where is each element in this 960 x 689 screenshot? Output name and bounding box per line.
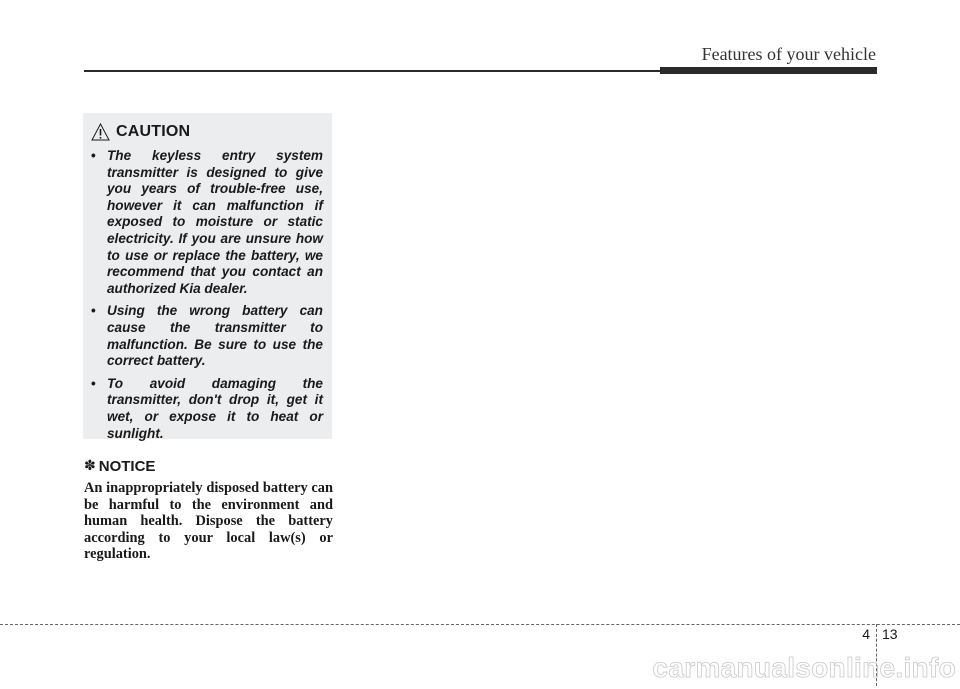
caution-title: CAUTION — [116, 123, 191, 140]
notice-heading — [84, 457, 333, 475]
section-title: Features of your vehicle — [701, 44, 876, 64]
caution-box — [83, 113, 332, 439]
caution-heading — [91, 122, 323, 142]
notice-section — [84, 457, 333, 563]
bullet: • — [91, 375, 96, 391]
warning-triangle-icon — [91, 123, 110, 141]
caution-item — [91, 303, 323, 369]
bullet: • — [91, 148, 96, 163]
footer-divider — [0, 624, 960, 625]
watermark: carmanualsonline.info — [652, 652, 956, 683]
page-number: 13 — [882, 626, 898, 642]
bullet: • — [91, 303, 96, 319]
caution-item-text: The keyless entry system transmitter is designed to give you years of trouble-free use, however it can malfunction if exposed to moisture or static electricity. If you are unsure how to use or replace the battery, we recommend that you contact an authorized Kia dealer. — [107, 148, 323, 296]
header-rule — [84, 70, 664, 72]
chapter-number: 4 — [862, 626, 870, 642]
caution-list — [91, 148, 323, 442]
caution-item — [91, 148, 323, 297]
caution-item — [91, 376, 323, 442]
notice-title: NOTICE — [98, 457, 156, 475]
caution-item-text: To avoid damaging the transmitter, don't drop it, get it wet, or expose it to heat or sunlight. — [107, 375, 323, 441]
header-rule-accent — [660, 67, 877, 74]
notice-star-icon: ✽ — [84, 458, 96, 474]
caution-item-text: Using the wrong battery can cause the transmitter to malfunction. Be sure to use the correct battery. — [107, 303, 323, 369]
notice-text: An inappropriately disposed battery can be harmful to the environment and human health. Dispose the battery according to your local law(s) or regulation. — [84, 480, 333, 563]
